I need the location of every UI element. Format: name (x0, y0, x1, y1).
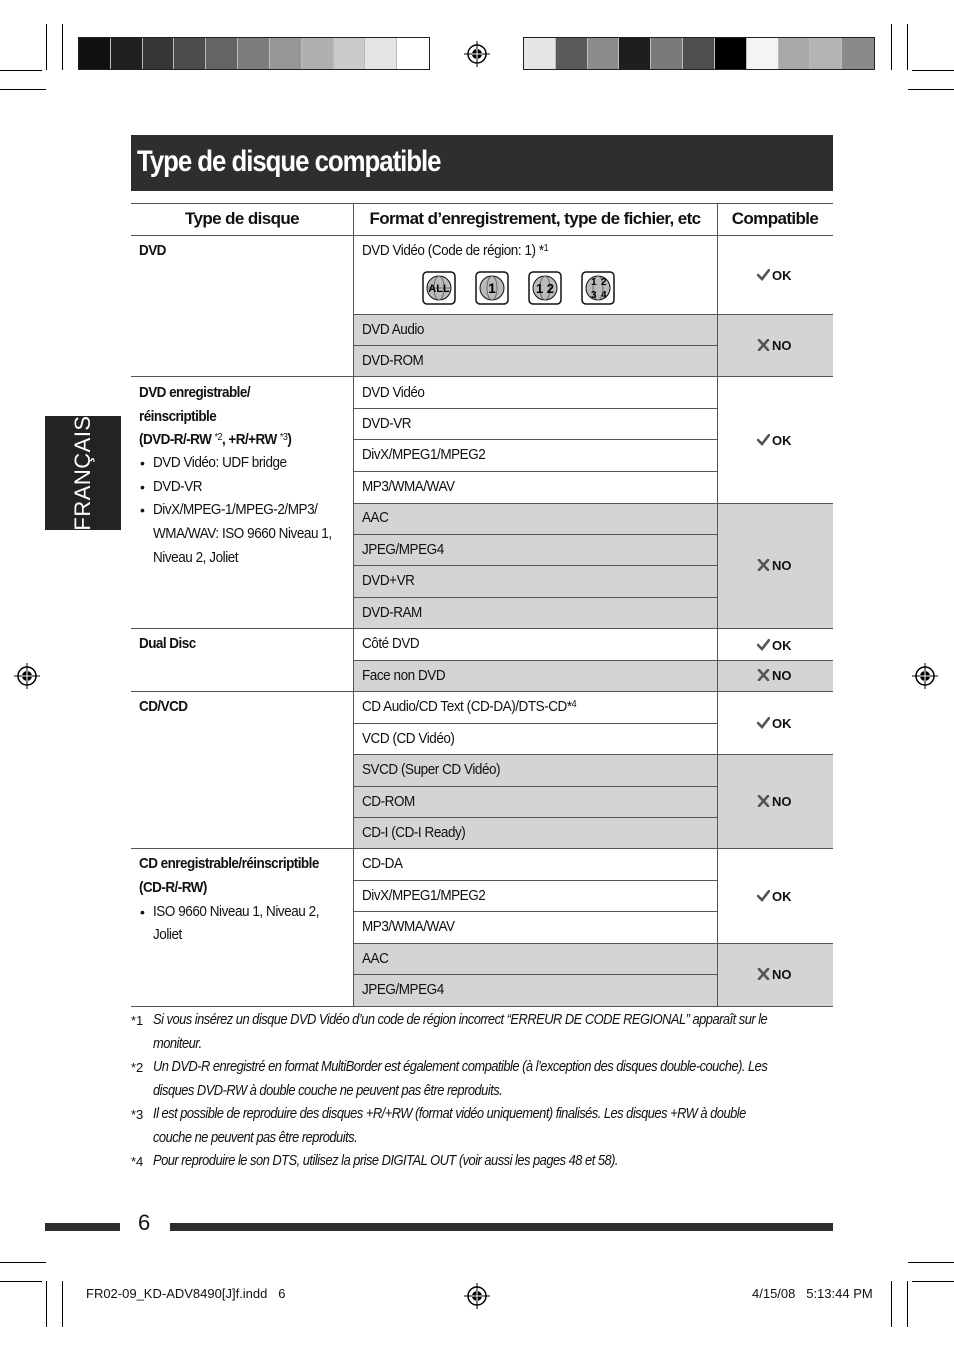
footnote-mark: *2 (131, 1060, 144, 1075)
print-slug-date: 4/15/08 5:13:44 PM (752, 1286, 873, 1301)
format-cell: DVD Audio (362, 321, 424, 338)
compatible-ok-badge: OK (757, 887, 792, 905)
registration-target-icon (912, 663, 938, 689)
color-swatch (143, 38, 175, 69)
svg-text:4: 4 (601, 290, 607, 301)
svg-text:1: 1 (488, 280, 496, 296)
format-cell: CD-ROM (362, 793, 415, 810)
color-swatch (842, 38, 874, 69)
format-cell: CD Audio/CD Text (CD-DA)/DTS-CD*$^4$ (362, 698, 577, 715)
color-swatch (334, 38, 366, 69)
color-swatch (270, 38, 302, 69)
language-tab-label: FRANÇAIS (70, 415, 95, 531)
color-swatch (810, 38, 842, 69)
compatible-no-badge: NO (757, 965, 792, 983)
format-cell: CD-I (CD-I Ready) (362, 824, 466, 841)
format-cell: DVD Vidéo (Code de région: 1) *$^1$ (362, 242, 549, 259)
check-icon (757, 269, 770, 281)
format-cell: CD-DA (362, 855, 403, 872)
disc-type-cd-vcd: CD/VCD (139, 698, 188, 715)
bullet: • (140, 502, 145, 518)
svg-text:2: 2 (601, 277, 607, 288)
color-swatch (79, 38, 111, 69)
color-swatch (588, 38, 620, 69)
footnote-text: disques DVD-RW à double couche ne peuvent pas être reproduits. (153, 1082, 503, 1099)
compatible-ok-badge: OK (757, 266, 792, 284)
disc-type-dual-disc: Dual Disc (139, 635, 196, 652)
disc-type-cd-recordable-line2: (CD-R/-RW) (139, 879, 207, 896)
color-calibration-bar-left (78, 37, 430, 70)
color-swatch (397, 38, 429, 69)
color-swatch (556, 38, 588, 69)
list-item: DVD Vidéo: UDF bridge (153, 454, 287, 471)
format-cell: DVD-RAM (362, 604, 422, 621)
footnote-text: couche ne peuvent pas être reproduits. (153, 1129, 358, 1146)
color-swatch (174, 38, 206, 69)
footnote-text: Pour reproduire le son DTS, utilisez la prise DIGITAL OUT (voir aussi les pages 48 et 58). (153, 1152, 619, 1169)
color-swatch (779, 38, 811, 69)
footer-rule-right (170, 1223, 833, 1231)
format-cell: MP3/WMA/WAV (362, 478, 455, 495)
format-cell: DivX/MPEG1/MPEG2 (362, 887, 486, 904)
region-all-icon (422, 271, 456, 305)
disc-type-dvd-recordable-line1: DVD enregistrable/ (139, 384, 251, 401)
color-swatch (238, 38, 270, 69)
format-cell: DVD Vidéo (362, 384, 425, 401)
format-cell: DVD+VR (362, 572, 415, 589)
cross-icon (757, 669, 770, 681)
column-header-compatible: Compatible (731, 209, 819, 228)
footnote-text: moniteur. (153, 1035, 202, 1052)
registration-target-icon (464, 1283, 490, 1309)
compatible-ok-badge: OK (757, 636, 792, 654)
list-item: DVD-VR (153, 478, 203, 495)
check-icon (757, 890, 770, 902)
region-1-2-3-4-icon (581, 271, 615, 305)
disc-type-dvd-recordable-codes: (DVD-R/-RW $^{*2}$, +R/+RW $^{*3}$) (139, 431, 292, 448)
list-item: Niveau 2, Joliet (153, 549, 239, 566)
region-1-icon (475, 271, 509, 305)
cross-icon (757, 559, 770, 571)
format-cell: MP3/WMA/WAV (362, 918, 455, 935)
color-swatch (524, 38, 556, 69)
footnote-text: Un DVD-R enregistré en format MultiBorder est également compatible (à l’exception des disques double-couche). Les (153, 1058, 768, 1075)
format-cell: Côté DVD (362, 635, 420, 652)
footnote-text: Il est possible de reproduire des disques +R/+RW (format vidéo uniquement) finalisés. Les disques +RW à double (153, 1105, 746, 1122)
format-cell: DivX/MPEG1/MPEG2 (362, 446, 486, 463)
footnote-mark: *4 (131, 1154, 144, 1169)
footer-rule-left (45, 1223, 120, 1231)
format-cell: JPEG/MPEG4 (362, 541, 444, 558)
column-header-disc-type: Type de disque (184, 209, 300, 228)
svg-text:1 2: 1 2 (535, 281, 555, 296)
cross-icon (757, 968, 770, 980)
format-cell: AAC (362, 509, 389, 526)
cross-icon (757, 795, 770, 807)
disc-type-dvd-recordable-line2: réinscriptible (139, 408, 217, 425)
list-item: Joliet (153, 926, 182, 943)
color-swatch (747, 38, 779, 69)
compatible-ok-badge: OK (757, 431, 792, 449)
svg-text:ALL: ALL (428, 283, 450, 295)
color-swatch (206, 38, 238, 69)
format-cell: AAC (362, 950, 389, 967)
color-swatch (715, 38, 747, 69)
bullet: • (140, 904, 145, 920)
format-cell: DVD-VR (362, 415, 412, 432)
format-cell: Face non DVD (362, 667, 446, 684)
print-slug-file: FR02-09_KD-ADV8490[J]f.indd 6 (86, 1286, 286, 1301)
bullet: • (140, 455, 145, 471)
color-swatch (651, 38, 683, 69)
cross-icon (757, 339, 770, 351)
compatible-no-badge: NO (757, 792, 792, 810)
check-icon (757, 717, 770, 729)
page-title: Type de disque compatible (137, 145, 441, 178)
compatible-no-badge: NO (757, 666, 792, 684)
check-icon (757, 434, 770, 446)
color-calibration-bar-right (523, 37, 875, 70)
svg-text:3: 3 (591, 290, 597, 301)
svg-text:1: 1 (591, 277, 597, 288)
color-swatch (365, 38, 397, 69)
format-cell: JPEG/MPEG4 (362, 981, 444, 998)
compatible-no-badge: NO (757, 336, 792, 354)
format-cell: VCD (CD Vidéo) (362, 730, 455, 747)
color-swatch (302, 38, 334, 69)
disc-type-dvd: DVD (139, 242, 166, 259)
footnote-mark: *1 (131, 1013, 144, 1028)
footnote-text: Si vous insérez un disque DVD Vidéo d’un code de région incorrect “ERREUR DE CODE REGIONAL” apparaît sur le (153, 1011, 768, 1028)
column-header-format: Format d’enregistrement, type de fichier, etc (369, 209, 701, 228)
color-swatch (619, 38, 651, 69)
list-item: DivX/MPEG-1/MPEG-2/MP3/ (153, 501, 318, 518)
check-icon (757, 639, 770, 651)
bullet: • (140, 479, 145, 495)
region-1-2-icon (528, 271, 562, 305)
registration-target-icon (14, 663, 40, 689)
footnote-mark: *3 (131, 1107, 144, 1122)
page-number: 6 (138, 1210, 151, 1235)
format-cell: SVCD (Super CD Vidéo) (362, 761, 501, 778)
list-item: ISO 9660 Niveau 1, Niveau 2, (153, 903, 320, 920)
format-cell: DVD-ROM (362, 352, 424, 369)
color-swatch (111, 38, 143, 69)
compatible-no-badge: NO (757, 556, 792, 574)
registration-target-icon (464, 41, 490, 67)
compatible-ok-badge: OK (757, 714, 792, 732)
list-item: WMA/WAV: ISO 9660 Niveau 1, (153, 525, 332, 542)
color-swatch (683, 38, 715, 69)
disc-type-cd-recordable-line1: CD enregistrable/réinscriptible (139, 855, 319, 872)
